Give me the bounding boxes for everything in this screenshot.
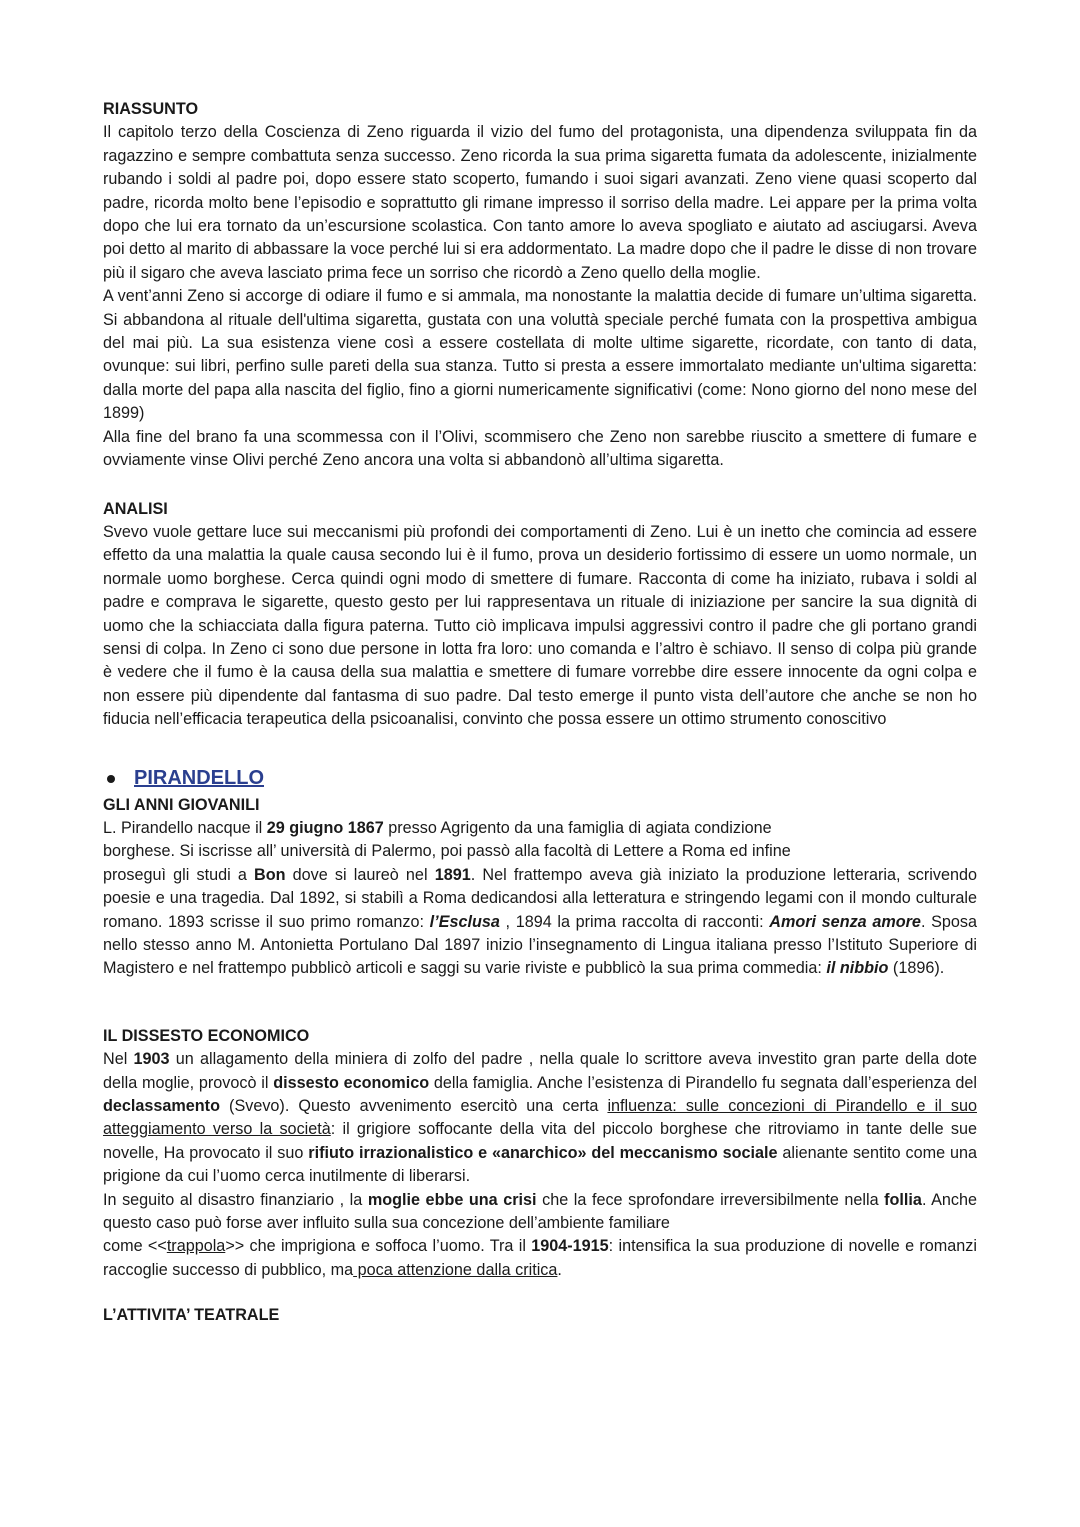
dissesto-economico-heading: IL DISSESTO ECONOMICO bbox=[103, 1026, 310, 1045]
riassunto-paragraph-3: Alla fine del brano fa una scommessa con il l’Olivi, scommisero che Zeno non sarebbe riuscito a smettere di fumare e ovviamente vinse Olivi perché Zeno ancora una volta si abbandonò all’ultima sigaretta. bbox=[103, 427, 977, 470]
graduation-year: 1891 bbox=[434, 865, 471, 884]
bullet-icon bbox=[107, 775, 115, 783]
document-page bbox=[103, 98, 977, 1328]
dissesto-paragraph-3: come <<trappola>> che imprigiona e soffoca l’uomo. Tra il 1904-1915: intensifica la sua produzione di novelle e romanzi raccoglie successo di pubblico, ma poca attenzione dalla critica. bbox=[103, 1237, 977, 1279]
declassamento-term: declassamento bbox=[103, 1097, 220, 1116]
pirandello-link[interactable]: PIRANDELLO bbox=[134, 766, 264, 789]
dissesto-paragraph-2: In seguito al disastro finanziario , la moglie ebbe una crisi che la fece sprofondare irreversibilmente nella follia. Anche questo caso può forse aver influito sulla sua concezione dell’ambiente familiare bbox=[103, 1190, 978, 1233]
bon-city: Bon bbox=[254, 865, 286, 884]
riassunto-paragraph-2: A vent’anni Zeno si accorge di odiare il fumo e si ammala, ma nonostante la malattia decide di fumare un’ultima sigaretta. Si abbandona al rituale dell'ultima sigaretta, gustata con una voluttà speciale perché fumata con la prospettiva ambigua del mai più. La sua esistenza viene così a essere costellata di molte ultime sigarette, ricordate, con tanto di data, ovunque: sui libri, perfino sulle pareti della sua stanza. Tutto si presta a essere immortalato mediante un'ultima sigaretta: dalla morte del papa alla nascita del figlio, fino a giorni numericamente significativi (come: Nono giorno del nono mese del 1899) bbox=[103, 287, 977, 423]
follia-term: follia bbox=[884, 1190, 922, 1209]
esclusa-title: l’Esclusa bbox=[429, 912, 500, 931]
il-nibbio-title: il nibbio bbox=[826, 959, 889, 978]
year-1903: 1903 bbox=[133, 1050, 170, 1069]
anni-giovanili-line-2: borghese. Si iscrisse all’ università di Palermo, poi passò alla facoltà di Lettere a Roma ed infine bbox=[103, 842, 791, 861]
poca-attenzione-underlined: poca attenzione dalla critica bbox=[353, 1260, 558, 1279]
influenza-underlined: influenza: sulle concezioni di Pirandello e il suo atteggiamento verso la società bbox=[103, 1097, 977, 1139]
attivita-teatrale-heading: L’ATTIVITA’ TEATRALE bbox=[103, 1306, 280, 1325]
years-1904-1915: 1904-1915 bbox=[531, 1237, 609, 1256]
dissesto-paragraph-1: Nel 1903 un allagamento della miniera di zolfo del padre , nella quale lo scrittore aveva investito gran parte della dote della moglie, provocò il dissesto economico della famiglia. Anche l’esistenza di Pirandello fu segnata dall’esperienza del declassamento (Svevo). Questo avvenimento esercitò una certa influenza: sulle concezioni di Pirandello e il suo atteggiamento verso la società: il grigiore soffocante della vita del piccolo borghese che ritroviamo in tante delle sue novelle, Ha provocato il suo rifiuto irrazionalistico e «anarchico» del meccanismo sociale alienante sentito come una prigione da cui l’uomo cerca inutilmente di liberarsi. bbox=[103, 1050, 978, 1186]
rifiuto-term: rifiuto irrazionalistico e «anarchico» del meccanismo sociale bbox=[308, 1143, 778, 1162]
moglie-crisi-term: moglie ebbe una crisi bbox=[367, 1190, 537, 1209]
anni-giovanili-paragraph: L. Pirandello nacque il 29 giugno 1867 presso Agrigento da una famiglia di agiata condizione borghese. Si iscrisse all’ università di Palermo, poi passò alla facoltà di Lettere a Roma ed infine proseguì gli studi a Bon dove si laureò nel 1891. Nel frattempo aveva già iniziato la produzione letteraria, scrivendo poesie e una tragedia. Dal 1892, si stabilì a Roma dedicandosi alla letteratura e stringendo legami con il mondo culturale romano. 1893 scrisse il suo primo romanzo: l’Esclusa , 1894 la prima raccolta di racconti: Amori senza amore. Sposa nello stesso anno M. Antonietta Portulano Dal 1897 inizio l’insegnamento di Lingua italiana presso l’Istituto Superiore di Magistero e nel frattempo pubblicò articoli e saggi su varie riviste e pubblicò la sua prima commedia: il nibbio (1896). bbox=[103, 818, 977, 978]
pirandello-section-title bbox=[103, 764, 977, 794]
anni-giovanili-heading: GLI ANNI GIOVANILI bbox=[103, 795, 260, 814]
dissesto-economico-term: dissesto economico bbox=[273, 1073, 430, 1092]
analisi-paragraph: Svevo vuole gettare luce sui meccanismi più profondi dei comportamenti di Zeno. Lui è un inetto che comincia ad essere effetto da una malattia la quale causa secondo lui è il fumo, prova un desiderio fortissimo di essere un uomo normale, un normale uomo borghese. Cerca quindi ogni modo di smettere di fumare. Racconta di come ha iniziato, rubava i soldi al padre e comprava le sigarette, questo gesto per lui rappresentava un rituale di iniziazione per sancire la sua dignità di uomo che la schiacciata dalla figura paterna. Tutto ciò implicava impulsi aggressivi contro il padre che gli portano grandi sensi di colpa. In Zeno ci sono due persone in lotta fra loro: uno comanda e l’altro è schiavo. Il senso di colpa più grande è vedere che il fumo è la causa della sua malattia e smettere di fumare vorrebbe dire essere innocente da ogni colpa e non essere più dipendente dal fantasma di suo padre. Dal testo emerge il punto vista dell’autore che anche se non ho fiducia nell’efficacia terapeutica della psicoanalisi, convinto che possa essere un ottimo strumento conoscitivo bbox=[103, 522, 977, 729]
birth-date: 29 giugno 1867 bbox=[266, 818, 384, 837]
analisi-heading: ANALISI bbox=[103, 499, 168, 518]
anni-giovanili-line-1: L. Pirandello nacque il 29 giugno 1867 presso Agrigento da una famiglia di agiata condizione bbox=[103, 818, 772, 837]
riassunto-paragraph-1: Il capitolo terzo della Coscienza di Zeno riguarda il vizio del fumo del protagonista, una dipendenza sviluppata fin da ragazzino e sempre combattuta senza successo. Zeno ricorda la sua prima sigaretta fumata da adolescente, inizialmente rubando i soldi al padre poi, dopo essere stato scoperto, fumando i suoi sigari avanzati. Zeno viene quasi scoperto dal padre, ricorda molto bene l’episodio e soprattutto gli rimane impresso il sorriso della madre. Lei appare per la prima volta dopo che lui era tornato da un’escursione scolastica. Con tanto amore lo aveva spogliato e aiutato ad asciugarsi. Aveva poi detto al marito di abbassare la voce perché lui si era addormentato. La madre dopo che il padre le disse di non trovare più il sigaro che aveva lasciato prima fece un sorriso che ricordò a Zeno quello della moglie. bbox=[103, 123, 977, 282]
trappola-underlined: trappola bbox=[166, 1237, 226, 1256]
amori-senza-amore-title: Amori senza amore bbox=[769, 912, 921, 931]
riassunto-heading: RIASSUNTO bbox=[103, 100, 199, 118]
